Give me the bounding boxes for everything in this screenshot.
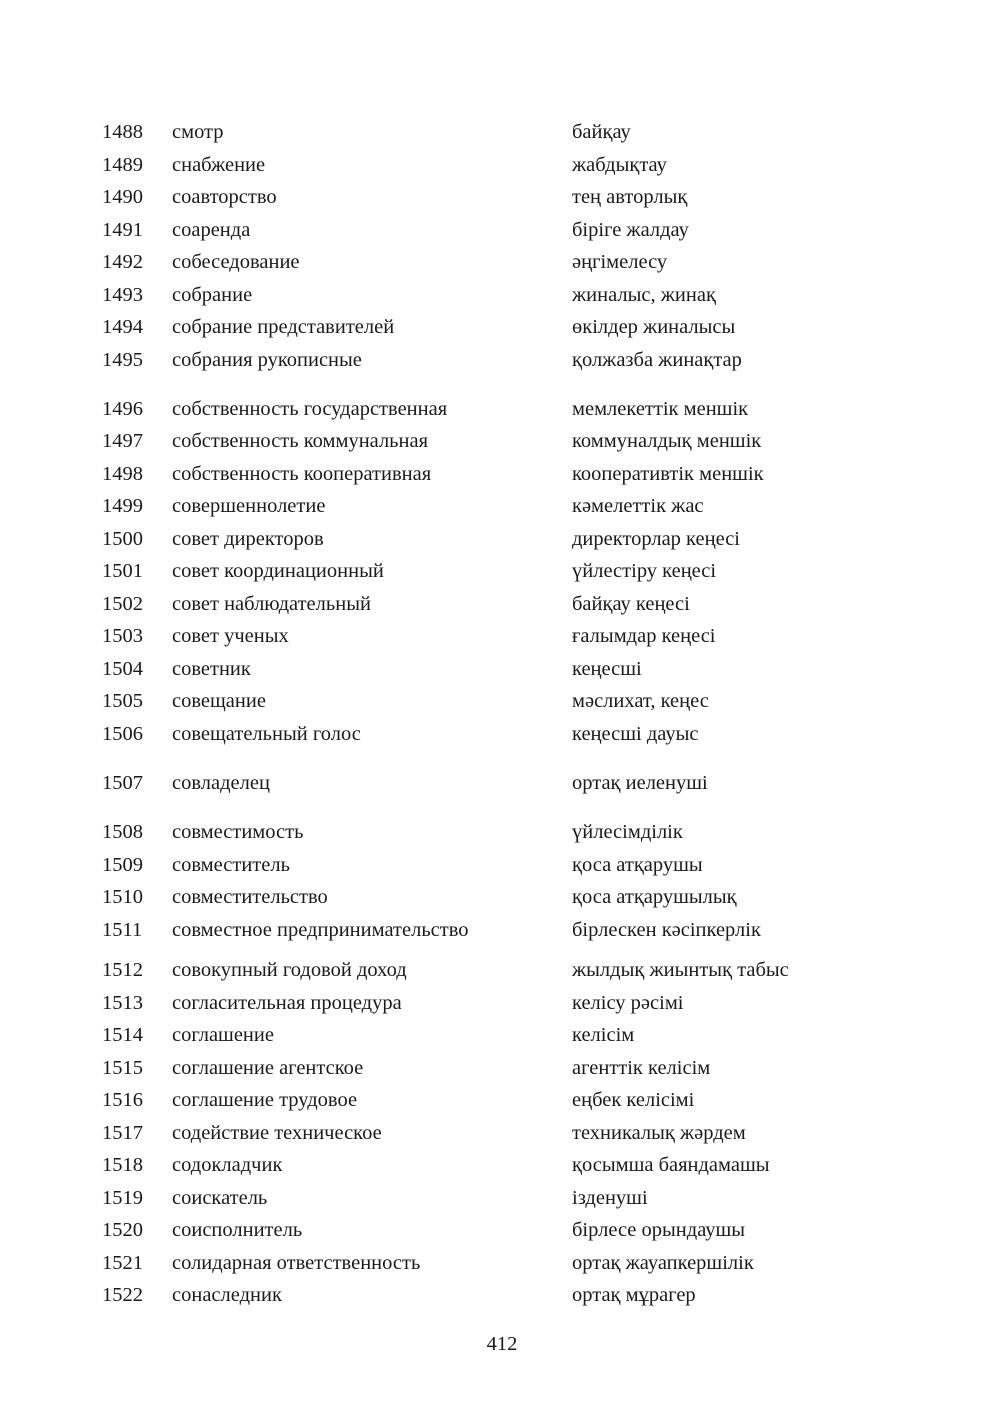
glossary-entry [0,767,1004,799]
kazakh-term: кеңесші дауыс [572,723,699,745]
russian-term: совет координационный [172,560,384,582]
russian-term: снабжение [172,154,266,176]
glossary-entry [0,1214,1004,1246]
russian-term: собственность коммунальная [172,430,429,452]
kazakh-term: ортақ иеленуші [572,772,708,794]
glossary-entry [0,620,1004,652]
glossary-entry [0,458,1004,490]
entry-number: 1507 [102,772,143,794]
glossary-entry [0,1247,1004,1279]
glossary-entry [0,1182,1004,1214]
kazakh-term: кәмелеттік жас [572,495,704,517]
russian-term: совет директоров [172,528,324,550]
entry-number: 1488 [102,121,143,143]
kazakh-term: агенттік келісім [572,1057,711,1079]
entry-number: 1497 [102,430,143,452]
page-number: 412 [486,1333,518,1355]
russian-term: собрания рукописные [172,349,362,371]
kazakh-term: байқау [572,121,631,143]
kazakh-term: біріге жалдау [572,219,689,241]
russian-term: соавторство [172,186,277,208]
glossary-entry [0,246,1004,278]
glossary-entry [0,881,1004,913]
entry-number: 1521 [102,1252,143,1274]
russian-term: собрание представителей [172,316,395,338]
kazakh-term: өкілдер жиналысы [572,316,736,338]
glossary-entry [0,1149,1004,1181]
entry-number: 1519 [102,1187,143,1209]
kazakh-term: жабдықтау [572,154,667,176]
glossary-entry [0,1117,1004,1149]
kazakh-term: әңгімелесу [572,251,668,273]
russian-term: содействие техническое [172,1122,382,1144]
kazakh-term: директорлар кеңесі [572,528,740,550]
glossary-entry [0,914,1004,946]
glossary-entry [0,849,1004,881]
kazakh-term: қолжазба жинақтар [572,349,742,371]
entry-number: 1489 [102,154,143,176]
kazakh-term: байқау кеңесі [572,593,690,615]
entry-number: 1501 [102,560,143,582]
russian-term: совершеннолетие [172,495,326,517]
entry-number: 1499 [102,495,143,517]
entry-number: 1513 [102,992,143,1014]
kazakh-term: қосымша баяндамашы [572,1154,770,1176]
entry-number: 1492 [102,251,143,273]
glossary-entry [0,1019,1004,1051]
kazakh-term: тең авторлық [572,186,688,208]
kazakh-term: қоса атқарушылық [572,886,737,908]
entry-number: 1502 [102,593,143,615]
russian-term: солидарная ответственность [172,1252,421,1274]
entry-number: 1495 [102,349,143,371]
russian-term: совокупный годовой доход [172,959,407,981]
entry-number: 1511 [102,919,143,941]
russian-term: собственность государственная [172,398,448,420]
russian-term: собрание [172,284,253,306]
entry-number: 1509 [102,854,143,876]
russian-term: соисполнитель [172,1219,303,1241]
kazakh-term: жиналыс, жинақ [572,284,716,306]
glossary-entry [0,393,1004,425]
russian-term: совладелец [172,772,270,794]
kazakh-term: үйлесімділік [572,821,683,843]
glossary-entry [0,311,1004,343]
glossary-entry [0,523,1004,555]
entry-number: 1506 [102,723,143,745]
kazakh-term: ортақ мұрагер [572,1284,696,1306]
russian-term: совещательный голос [172,723,361,745]
entry-number: 1510 [102,886,143,908]
entry-number: 1514 [102,1024,143,1046]
entry-number: 1500 [102,528,143,550]
kazakh-term: бірлесе орындаушы [572,1219,746,1241]
glossary-entry [0,425,1004,457]
kazakh-term: техникалық жәрдем [572,1122,746,1144]
glossary-entry [0,1084,1004,1116]
glossary-entry [0,653,1004,685]
entry-number: 1491 [102,219,143,241]
russian-term: соглашение трудовое [172,1089,358,1111]
glossary-entry [0,987,1004,1019]
glossary-entry [0,555,1004,587]
entry-number: 1522 [102,1284,143,1306]
russian-term: совет наблюдательный [172,593,371,615]
kazakh-term: келісім [572,1024,635,1046]
russian-term: сонаследник [172,1284,282,1306]
entry-number: 1518 [102,1154,143,1176]
russian-term: смотр [172,121,224,143]
glossary-entry [0,149,1004,181]
entry-number: 1504 [102,658,143,680]
entry-number: 1493 [102,284,143,306]
entry-number: 1512 [102,959,143,981]
kazakh-term: еңбек келісімі [572,1089,695,1111]
kazakh-term: үйлестіру кеңесі [572,560,717,582]
russian-term: совместительство [172,886,328,908]
kazakh-term: қоса атқарушы [572,854,703,876]
glossary-entry [0,685,1004,717]
entry-number: 1515 [102,1057,143,1079]
entry-number: 1498 [102,463,143,485]
kazakh-term: бірлескен кәсіпкерлік [572,919,761,941]
russian-term: согласительная процедура [172,992,402,1014]
entry-number: 1520 [102,1219,143,1241]
russian-term: содокладчик [172,1154,283,1176]
russian-term: соаренда [172,219,251,241]
kazakh-term: мәслихат, кеңес [572,690,709,712]
kazakh-term: ортақ жауапкершілік [572,1252,754,1274]
glossary-entry [0,718,1004,750]
russian-term: совет ученых [172,625,289,647]
kazakh-term: келісу рәсімі [572,992,684,1014]
entry-number: 1508 [102,821,143,843]
glossary-entry [0,214,1004,246]
glossary-entry [0,954,1004,986]
russian-term: соглашение [172,1024,274,1046]
glossary-entry [0,116,1004,148]
kazakh-term: кооперативтік меншік [572,463,764,485]
russian-term: соглашение агентское [172,1057,364,1079]
entry-number: 1503 [102,625,143,647]
glossary-entry [0,1279,1004,1311]
kazakh-term: коммуналдық меншік [572,430,762,452]
glossary-entry [0,1052,1004,1084]
russian-term: советник [172,658,251,680]
glossary-entry [0,816,1004,848]
russian-term: собственность кооперативная [172,463,432,485]
kazakh-term: ізденуші [572,1187,648,1209]
russian-term: соискатель [172,1187,268,1209]
kazakh-term: мемлекеттік меншік [572,398,749,420]
russian-term: совместное предпринимательство [172,919,469,941]
kazakh-term: кеңесші [572,658,642,680]
entry-number: 1494 [102,316,143,338]
entry-number: 1517 [102,1122,143,1144]
kazakh-term: жылдық жиынтық табыс [572,959,789,981]
russian-term: совместитель [172,854,290,876]
glossary-entry [0,588,1004,620]
glossary-entry [0,181,1004,213]
entry-number: 1490 [102,186,143,208]
entry-number: 1496 [102,398,143,420]
glossary-entry [0,279,1004,311]
entry-number: 1505 [102,690,143,712]
entry-number: 1516 [102,1089,143,1111]
russian-term: собеседование [172,251,300,273]
kazakh-term: ғалымдар кеңесі [572,625,716,647]
glossary-entry [0,490,1004,522]
glossary-entry [0,344,1004,376]
russian-term: совместимость [172,821,304,843]
russian-term: совещание [172,690,266,712]
